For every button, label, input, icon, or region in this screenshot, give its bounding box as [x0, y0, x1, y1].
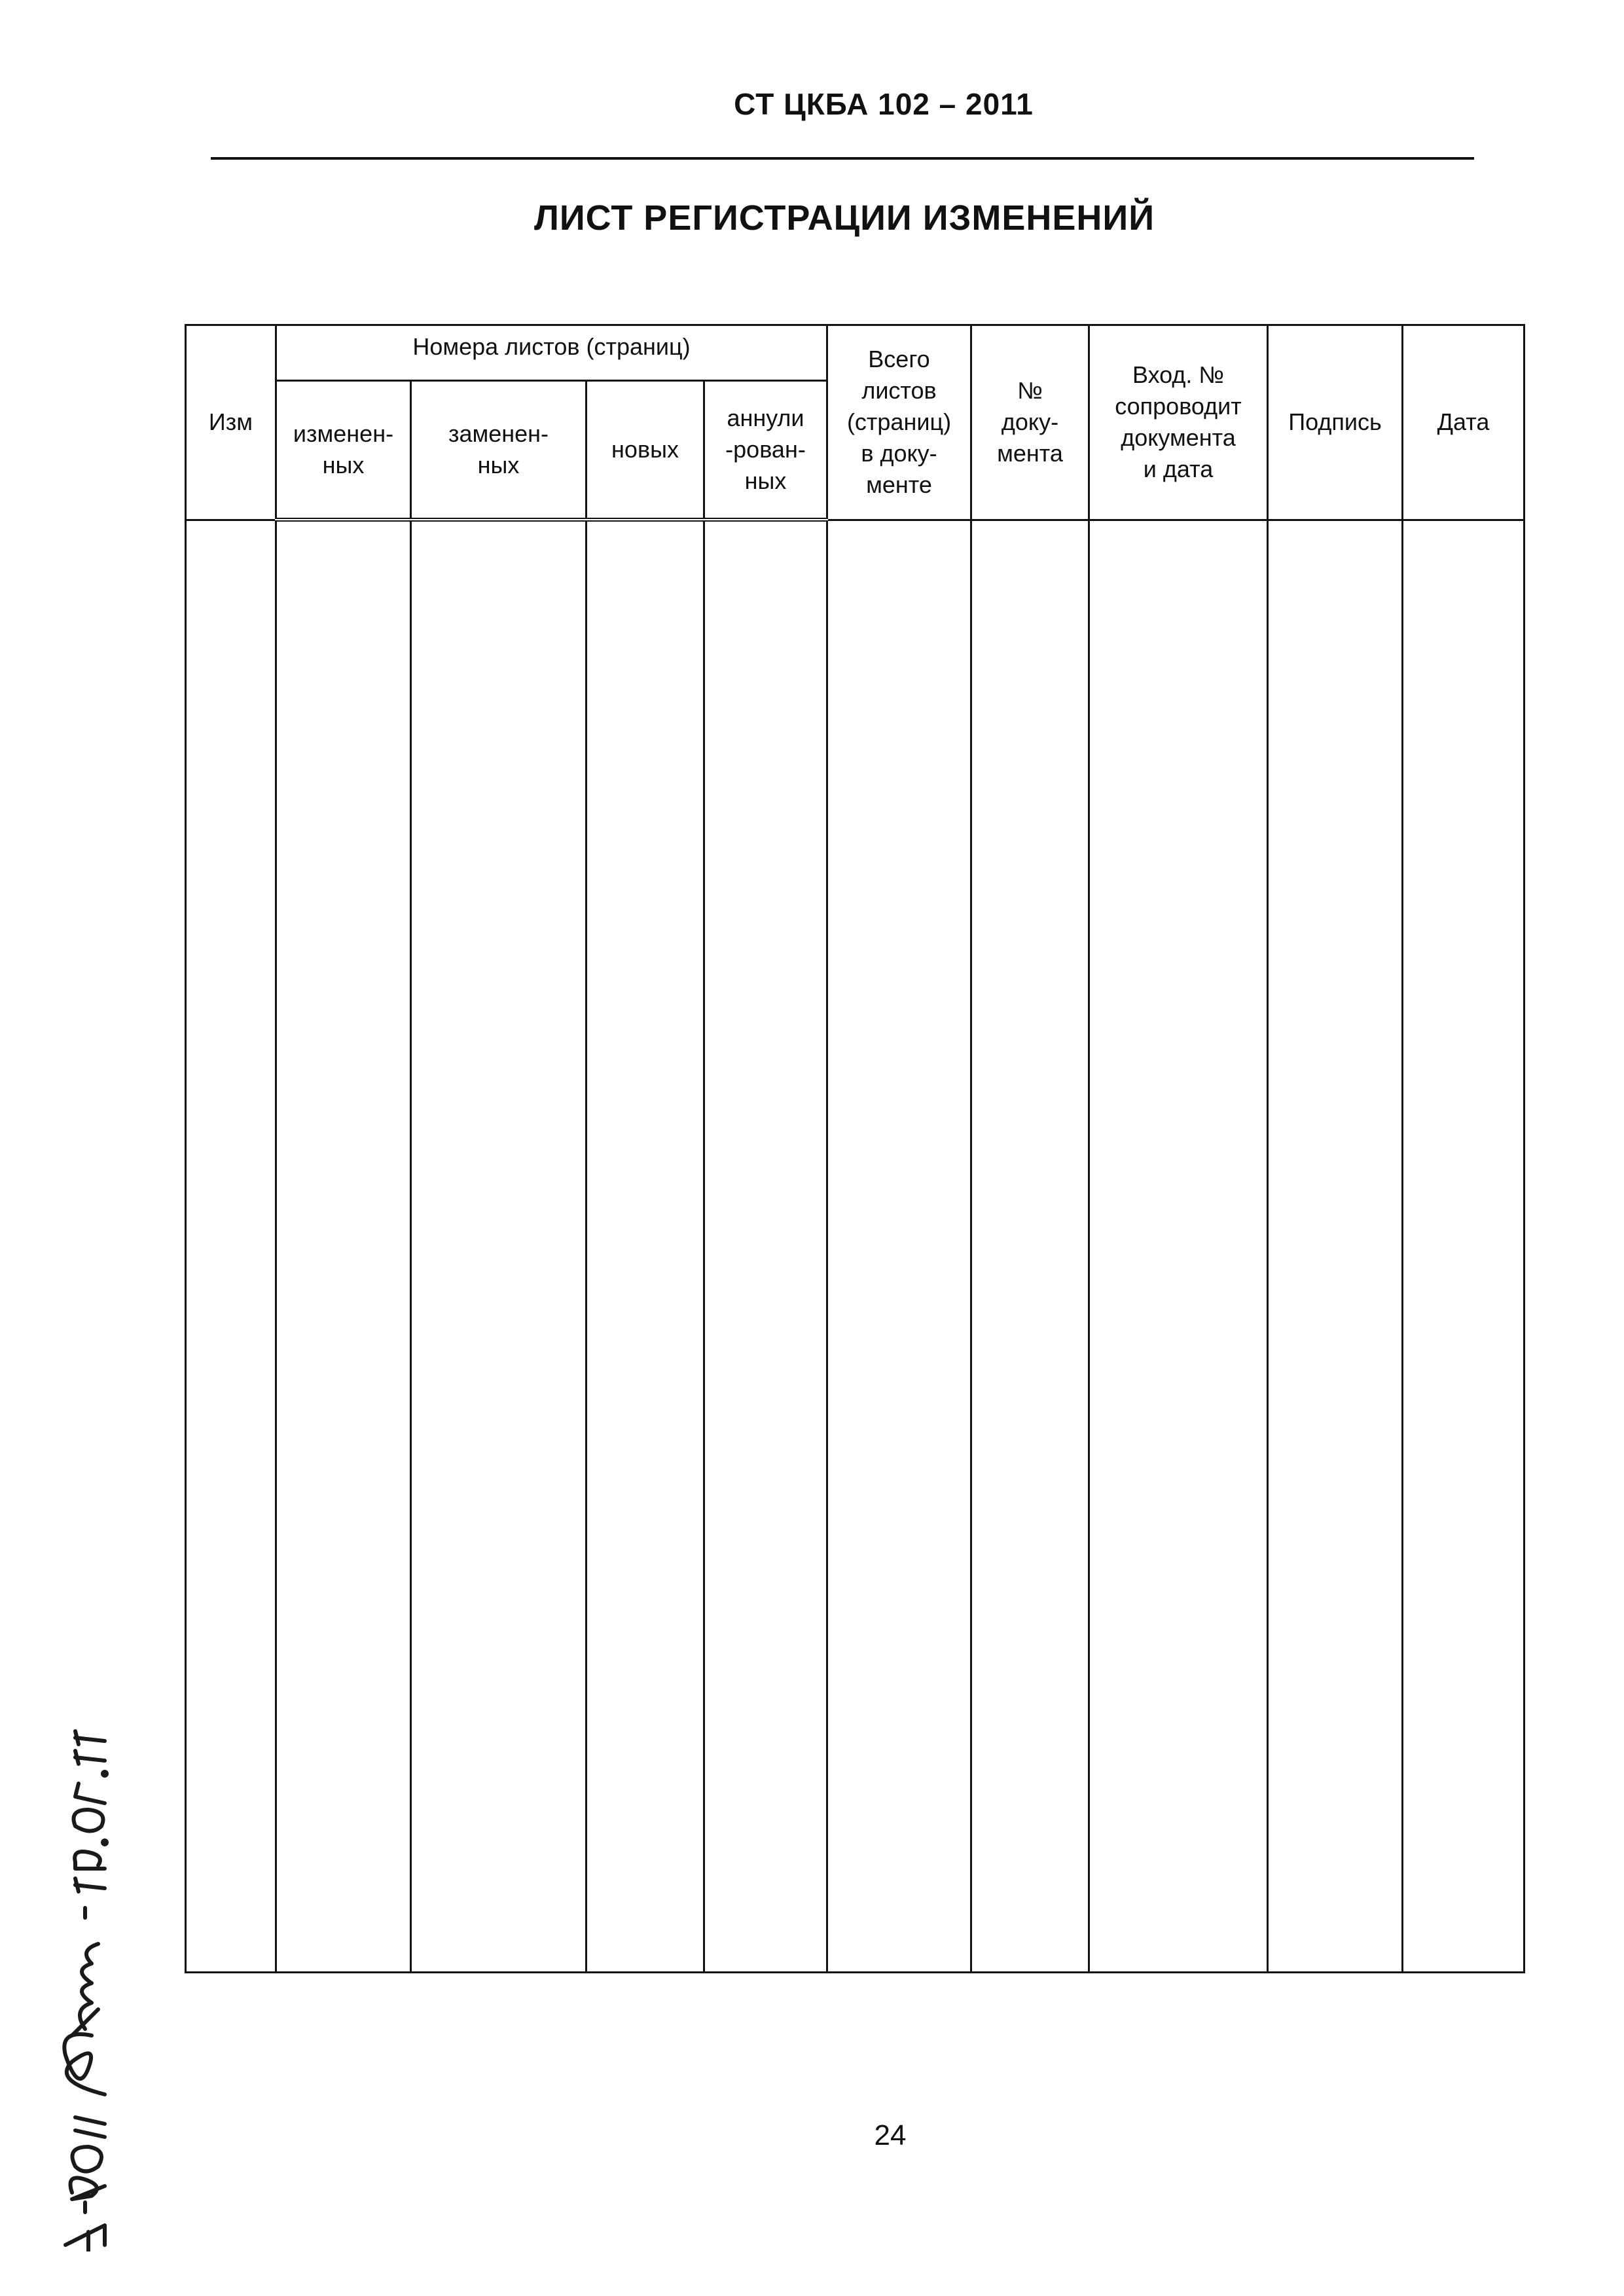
cell-changed[interactable] — [276, 520, 411, 1973]
header-date — [1403, 325, 1525, 520]
cell-incoming-number[interactable] — [1089, 520, 1268, 1973]
cell-izm[interactable] — [186, 520, 276, 1973]
header-incoming-line-3: документа — [1121, 424, 1236, 452]
page-title: ЛИСТ РЕГИСТРАЦИИ ИЗМЕНЕНИЙ — [533, 198, 1155, 238]
header-signature-label: Подпись — [1288, 408, 1382, 436]
header-docno-line-2: доку- — [1001, 408, 1059, 436]
handwritten-signature — [26, 1728, 144, 2251]
cell-document-number[interactable] — [971, 520, 1089, 1973]
cell-annulled[interactable] — [704, 520, 827, 1973]
cell-new[interactable] — [586, 520, 704, 1973]
header-document-number — [971, 325, 1089, 520]
header-incoming-line-1: Вход. № — [1132, 361, 1225, 389]
header-izm — [186, 325, 276, 520]
cell-date[interactable] — [1403, 520, 1525, 1973]
header-docno-line-3: мента — [997, 440, 1063, 467]
header-changed — [276, 381, 411, 520]
header-annulled-line-1: аннули — [727, 404, 804, 431]
header-sheet-numbers-label: Номера листов (страниц) — [412, 333, 691, 360]
header-signature — [1268, 325, 1403, 520]
cell-total-sheets[interactable] — [827, 520, 971, 1973]
header-incoming-line-4: и дата — [1143, 456, 1214, 483]
header-total-line-2: листов — [861, 377, 937, 404]
header-izm-label: Изм — [208, 408, 253, 436]
change-registration-table — [185, 324, 1525, 1973]
change-registration-table-container — [185, 324, 1523, 1973]
header-annulled-line-2: -рован- — [725, 436, 806, 463]
header-total-sheets — [827, 325, 971, 520]
header-total-line-4: в доку- — [861, 440, 937, 467]
header-sheet-numbers-group — [276, 325, 827, 381]
header-divider — [211, 157, 1474, 160]
header-total-line-3: (страниц) — [846, 408, 952, 436]
header-date-label: Дата — [1437, 408, 1490, 436]
header-annulled — [704, 381, 827, 520]
header-replaced-line-1: заменен- — [448, 420, 549, 447]
header-incoming-number — [1089, 325, 1268, 520]
header-docno-line-1: № — [1017, 377, 1043, 404]
page-number: 24 — [874, 2119, 907, 2151]
header-replaced — [411, 381, 586, 520]
empty-entry-row — [186, 520, 1525, 1973]
header-incoming-line-2: сопроводит — [1115, 393, 1242, 420]
cell-replaced[interactable] — [411, 520, 586, 1973]
header-total-line-1: Всего — [868, 346, 930, 373]
header-new-label: новых — [611, 436, 679, 463]
header-total-line-5: менте — [866, 471, 932, 499]
header-new — [586, 381, 704, 520]
header-changed-line-2: ных — [322, 452, 365, 478]
document-code: СТ ЦКБА 102 – 2011 — [734, 87, 1034, 121]
header-changed-line-1: изменен- — [293, 420, 394, 447]
header-annulled-line-3: ных — [744, 467, 787, 494]
cell-signature[interactable] — [1268, 520, 1403, 1973]
header-replaced-line-2: ных — [477, 452, 520, 478]
